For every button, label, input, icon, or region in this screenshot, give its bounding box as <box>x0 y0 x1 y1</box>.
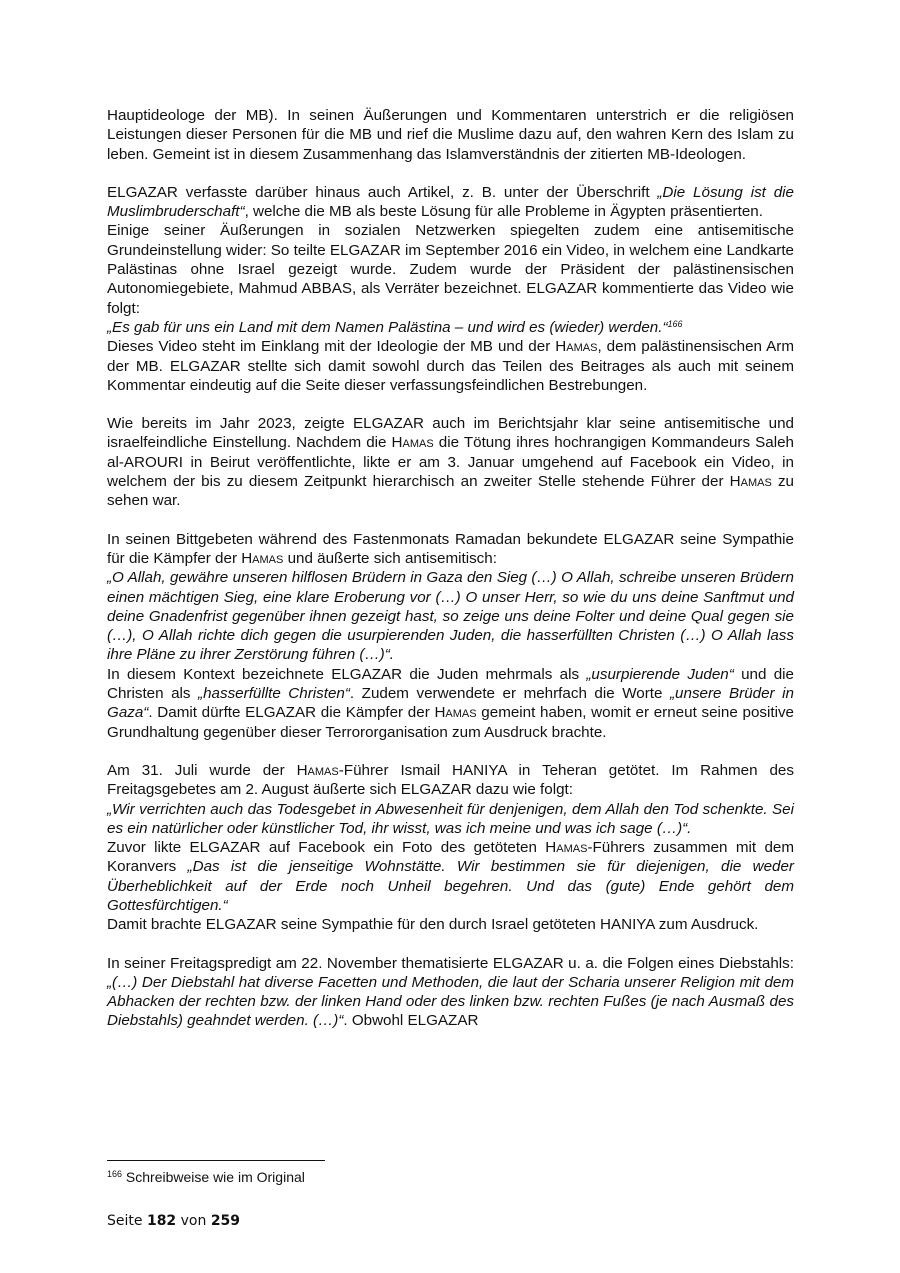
footnote-ref: 166 <box>667 318 683 329</box>
quote-theft: „(…) Der Diebstahl hat diverse Facetten und Methoden, die laut der Scharia unserer Religion mit dem Abhacken der rechten bzw. der linken Hand oder des linken bzw. rechten Fußes (je nach Ausmaß des Diebstahls) geahndet werden. (…)“ <box>107 973 794 1030</box>
org-name: Hamas <box>296 761 339 779</box>
org-name: Hamas <box>241 549 284 567</box>
quote-palestine: „Es gab für uns ein Land mit dem Namen Palästina – und wird es (wieder) werden.“$^{166}$ <box>107 318 683 336</box>
org-name: Hamas <box>555 338 598 356</box>
quote-ramadan-prayer: „O Allah, gewähre unseren hilflosen Brüdern in Gaza den Sieg (…) O Allah, schreibe unseren Brüdern einen mächtigen Sieg, eine klare Eroberung vor (…) O unser Herr, so wie du uns deine Sanftmut und deine Gnadenfrist gegenüber ihnen gezeigt hast, so zeige uns deine Folter und deine Qual gegen sie (…), O Allah richte dich gegen die usurpierenden Juden, die hasserfüllten Christen (…) O Allah lass ihre Pläne zu ihrer Zerstörung führen (…)“. <box>107 569 794 664</box>
paragraph-gap <box>107 164 794 183</box>
paragraph-articles: ELGAZAR verfasste darüber hinaus auch Artikel, z. B. unter der Überschrift „Die Lösung ist die Muslimbruderschaft“, welche die MB als beste Lösung für alle Probleme in Ägypten präsentierten. <box>107 183 794 221</box>
footnote-number: 166 <box>107 1169 123 1179</box>
paragraph-gap <box>107 742 794 761</box>
quote-koran-verse: „Das ist die jenseitige Wohnstätte. Wir bestimmen sie für diejenigen, die weder Überheblichkeit auf der Erde noch Unheil begehren. Und das (gute) Ende gehört dem Gottesfürchtigen.“ <box>107 858 794 914</box>
org-name: Hamas <box>729 473 772 491</box>
quote-article-title: „Die Lösung ist die Muslimbruderschaft“ <box>107 183 794 221</box>
page-number: Seite 182 von 259 <box>107 1213 241 1229</box>
paragraph-gap <box>107 395 794 414</box>
quote-death-prayer: „Wir verrichten auch das Todesgebet in Abwesenheit für denjenigen, dem Allah den Tod schenkte. Sei es ein natürlicher oder künstlicher Tod, ihr wisst, was ich meine und was ich sage (…)“. <box>107 800 794 837</box>
footnote-text: Schreibweise wie im Original <box>122 1169 305 1185</box>
footnote <box>107 1169 794 1186</box>
total-pages: 259 <box>210 1213 241 1229</box>
footnote-separator <box>107 1160 325 1161</box>
org-name: Hamas <box>434 704 477 722</box>
paragraph-ramadan: In seinen Bittgebeten während des Fastenmonats Ramadan bekundete ELGAZAR seine Sympathie für die Kämpfer der Hamas und äußerte sich antisemitisch: <box>107 530 794 567</box>
paragraph-ideology: Dieses Video steht im Einklang mit der Ideologie der MB und der Hamas, dem palästinensischen Arm der MB. ELGAZAR stellte sich damit sowohl durch das Teilen des Beitrages als auch mit seinem Kommentar eindeutig auf die Seite dieser verfassungsfeindlichen Bestrebungen. <box>107 338 794 394</box>
org-name: Hamas <box>545 839 588 857</box>
paragraph-haniya: Am 31. Juli wurde der Hamas-Führer Ismail HANIYA in Teheran getötet. Im Rahmen des Freitagsgebetes am 2. August äußerte sich ELGAZAR dazu wie folgt: <box>107 761 794 799</box>
paragraph-gap <box>107 935 794 954</box>
paragraph-sermon: In seiner Freitagspredigt am 22. November thematisierte ELGAZAR u. a. die Folgen eines Diebstahls: „(…) Der Diebstahl hat diverse Facetten und Methoden, die laut der Scharia unserer Religion mit dem Abhacken der rechten bzw. der linken Hand oder des linken bzw. rechten Fußes (je nach Ausmaß des Diebstahls) geahndet werden. (…)“. Obwohl ELGAZAR <box>107 954 794 1030</box>
paragraph-gap <box>107 511 794 530</box>
paragraph-facebook-like: Zuvor likte ELGAZAR auf Facebook ein Foto des getöteten Hamas-Führers zusammen mit dem Koranvers „Das ist die jenseitige Wohnstätte. Wir bestimmen sie für diejenigen, die weder Überheblichkeit auf der Erde noch Unheil begehren. Und das (gute) Ende gehört dem Gottesfürchtigen.“ <box>107 839 794 914</box>
current-page: 182 <box>146 1213 177 1229</box>
paragraph-2023: Wie bereits im Jahr 2023, zeigte ELGAZAR auch im Berichtsjahr klar seine antisemitische und israelfeindliche Einstellung. Nachdem die Hamas die Tötung ihres hochrangigen Kommandeurs Saleh al-AROURI in Beirut veröffentlichte, likte er am 3. Januar umgehend auf Facebook ein Video, in welchem der bis zu diesem Zeitpunkt hierarchisch an zweiter Stelle stehende Führer der Hamas zu sehen war. <box>107 415 794 510</box>
paragraph-mb-ideologues: Hauptideologe der MB). In seinen Äußerungen und Kommentaren unterstrich er die religiösen Leistungen dieser Personen für die MB und rief die Muslime dazu auf, den wahren Kern des Islam zu leben. Gemeint ist in diesem Zusammenhang das Islamverständnis der zitierten MB-Ideologen. <box>107 107 794 163</box>
paragraph-antisemitic-video: Einige seiner Äußerungen in sozialen Netzwerken spiegelten zudem eine antisemitische Grundeinstellung wider: So teilte ELGAZAR im September 2016 ein Video, in welchem eine Landkarte Palästinas ohne Israel gezeigt wurde. Zudem wurde der Präsident der palästinensischen Autonomiegebiete, Mahmud ABBAS, als Verräter bezeichnet. ELGAZAR kommentierte das Video wie folgt: <box>107 222 794 317</box>
paragraph-sympathy: Damit brachte ELGAZAR seine Sympathie für den durch Israel getöteten HANIYA zum Ausdruck. <box>107 916 759 934</box>
paragraph-context: In diesem Kontext bezeichnete ELGAZAR die Juden mehrmals als „usurpierende Juden“ und die Christen als „hasserfüllte Christen“. Zudem verwendete er mehrfach die Worte „unsere Brüder in Gaza“. Damit dürfte ELGAZAR die Kämpfer der Hamas gemeint haben, womit er erneut seine positive Grundhaltung gegenüber dieser Terrororganisation zum Ausdruck brachte. <box>107 665 794 741</box>
document-body <box>107 106 794 1031</box>
org-name: Hamas <box>391 434 434 452</box>
